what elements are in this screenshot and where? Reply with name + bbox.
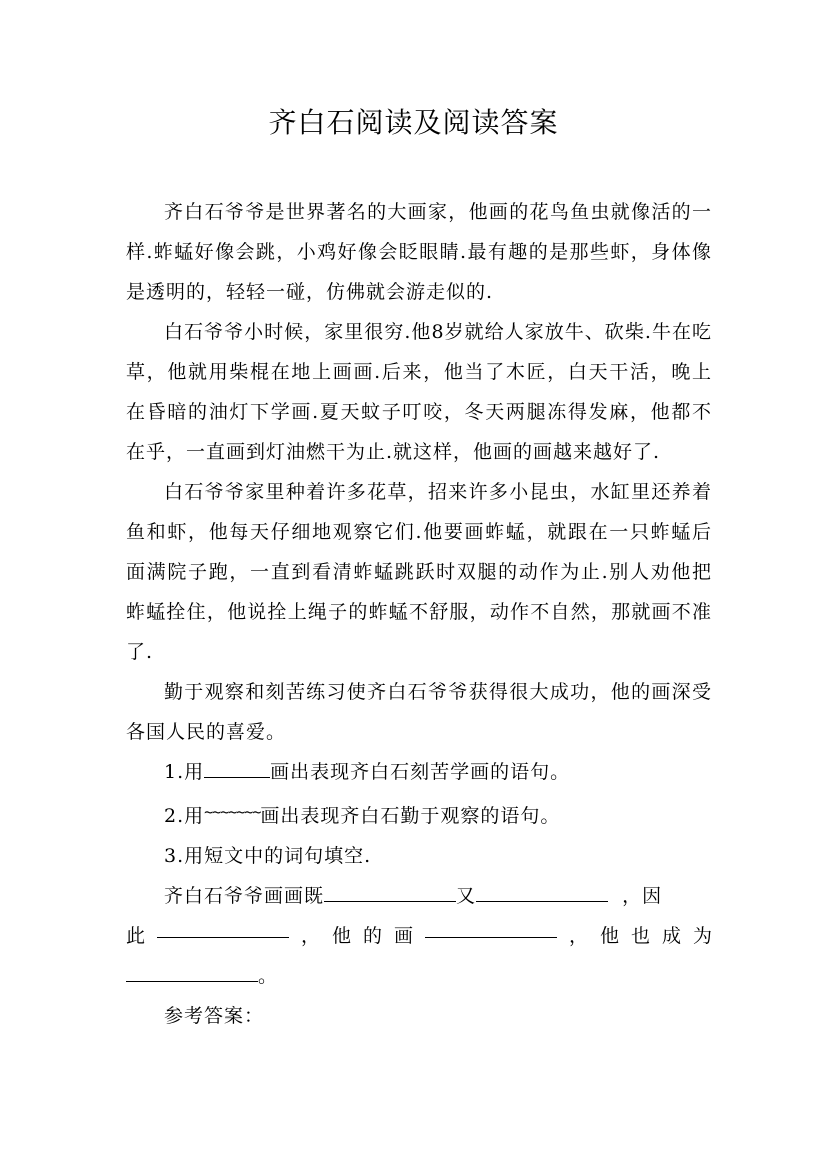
- fill-in-char: 为: [692, 925, 712, 947]
- fill-in-line-2: [126, 916, 712, 956]
- article-body: [126, 192, 712, 1036]
- fill-blank-2[interactable]: [476, 880, 608, 902]
- question-2: [126, 792, 712, 836]
- question-3: 3.用短文中的词句填空.: [164, 845, 372, 867]
- paragraph-4: 勤于观察和刻苦练习使齐白石爷爷获得很大成功，他的画深受各国人民的喜爱。: [126, 681, 712, 743]
- question-2-text: 画出表现齐白石勤于观察的语句。: [260, 805, 561, 827]
- fill-in-end: 。: [258, 965, 278, 987]
- fill-in-char: 他: [331, 925, 351, 947]
- fill-in-char: 此: [126, 925, 146, 947]
- fill-in-text-1: 齐白石爷爷画画既: [164, 885, 325, 907]
- document-title: 齐白石阅读及阅读答案: [268, 106, 559, 139]
- fill-in-char: 成: [661, 925, 681, 947]
- underline-blank: [204, 756, 270, 778]
- fill-in-line-3: [126, 956, 712, 996]
- fill-blank-3[interactable]: [157, 916, 289, 938]
- fill-in-char: 他: [599, 925, 619, 947]
- paragraph-2: 白石爷爷小时候，家里很穷.他8岁就给人家放牛、砍柴.牛在吃草，他就用柴棍在地上画画.后来，他当了木匠，白天干活，晚上在昏暗的油灯下学画.夏天蚊子叮咬，冬天两腿冻得发麻，他都不在乎，一直画到灯油燃干为止.就这样，他画的画越来越好了.: [126, 321, 712, 463]
- fill-in-text-3: ，因: [622, 885, 663, 907]
- fill-blank-4[interactable]: [425, 916, 557, 938]
- fill-blank-5[interactable]: [126, 960, 258, 982]
- fill-in-text-2: 又: [456, 885, 477, 907]
- question-2-prefix: 2.用: [164, 805, 205, 827]
- fill-in-char: ，: [300, 925, 320, 947]
- fill-blank-1[interactable]: [324, 880, 456, 902]
- fill-in-char: 也: [630, 925, 650, 947]
- fill-in-char: 的: [362, 925, 382, 947]
- question-1: [126, 752, 712, 792]
- question-1-text: 画出表现齐白石刻苦学画的语句。: [270, 761, 571, 783]
- paragraph-1: 齐白石爷爷是世界著名的大画家，他画的花鸟鱼虫就像活的一样.蚱蜢好像会跳，小鸡好像会眨眼睛.最有趣的是那些虾，身体像是透明的，轻轻一碰，仿佛就会游走似的.: [126, 201, 712, 303]
- answer-heading: 参考答案：: [164, 1005, 265, 1027]
- fill-in-char: 画: [393, 925, 413, 947]
- fill-in-line-1: [126, 876, 712, 916]
- fill-in-char: ，: [568, 925, 588, 947]
- question-1-prefix: 1.用: [164, 761, 205, 783]
- wavy-line-mark: ~~~~~~~: [204, 803, 261, 821]
- paragraph-3: 白石爷爷家里种着许多花草，招来许多小昆虫，水缸里还养着鱼和虾，他每天仔细地观察它们.他要画蚱蜢，就跟在一只蚱蜢后面满院子跑，一直到看清蚱蜢跳跃时双腿的动作为止.别人劝他把蚱蜢拴住，他说拴上绳子的蚱蜢不舒服，动作不自然，那就画不准了.: [126, 481, 712, 663]
